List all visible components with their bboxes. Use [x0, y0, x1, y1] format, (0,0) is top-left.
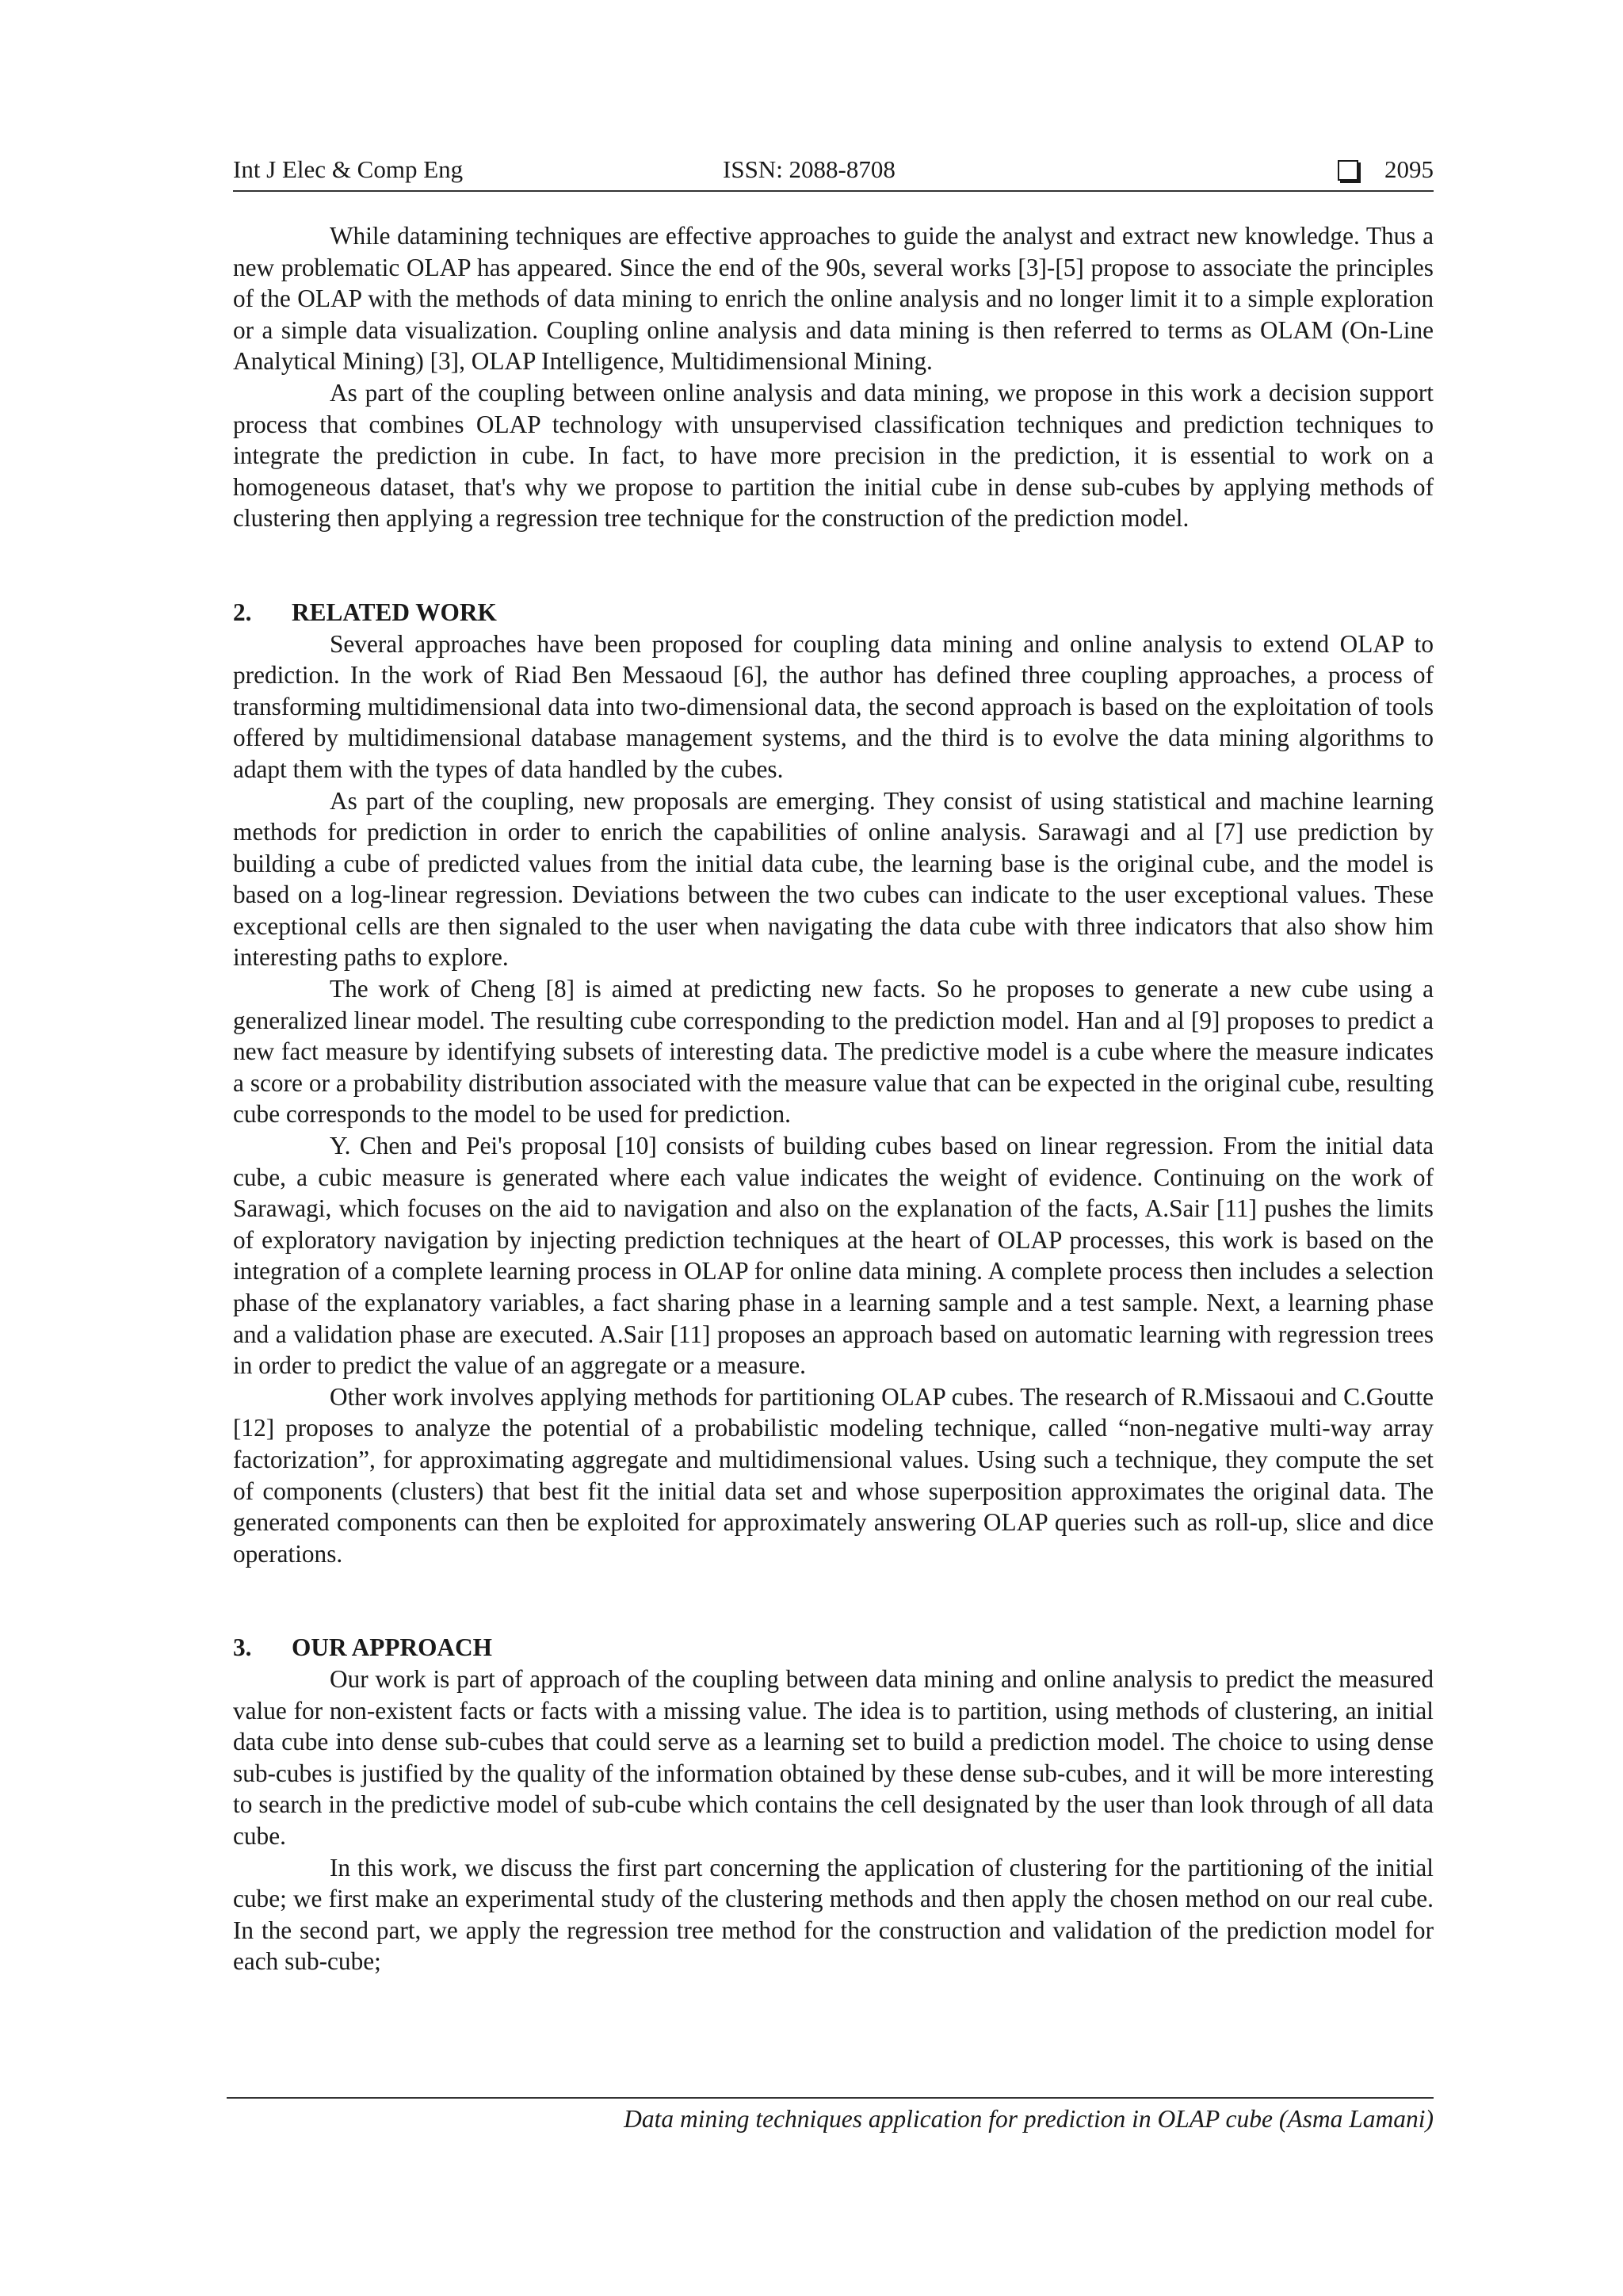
journal-name: Int J Elec & Comp Eng	[233, 155, 464, 183]
issn-label: ISSN: 2088-8708	[723, 155, 896, 183]
page-number: 2095	[1384, 155, 1434, 183]
section-title: RELATED WORK	[292, 598, 497, 626]
section-number: 2.	[233, 598, 252, 626]
our-approach-paragraph-1: Our work is part of approach of the coupling between data mining and online analysis to predict the measured value for non-existent facts or facts with a missing value. The idea is to partition, using methods of clustering, an initial data cube into dense sub-cubes that could serve as a learning set to build a prediction model. The choice to using dense sub-cubes is justified by the quality of the information obtained by these dense sub-cubes, and it will be more interesting to search in the predictive model of sub-cube which contains the cell designated by the user than look through of all data cube.	[233, 1664, 1434, 1850]
section-heading-related-work	[233, 597, 1434, 628]
intro-paragraph-2: As part of the coupling between online analysis and data mining, we propose in this work a decision support process that combines OLAP technology with unsupervised classification techniques and prediction techniques to integrate the prediction in cube. In fact, to have more precision in the prediction, it is essential to work on a homogeneous dataset, that's why we propose to partition the initial cube in dense sub-cubes by applying methods of clustering then applying a regression tree technique for the construction of the prediction model.	[233, 378, 1434, 533]
footer-rule	[227, 2097, 1434, 2099]
section-heading-our-approach	[233, 1632, 1434, 1664]
related-work-paragraph-4: Y. Chen and Pei's proposal [10] consists of building cubes based on linear regression. From the initial data cube, a cubic measure is generated where each value indicates the weight of evidence. Continuing on the work of Sarawagi, which focuses on the aid to navigation and also on the explanation of the facts, A.Sair [11] pushes the limits of exploratory navigation by injecting prediction techniques at the heart of OLAP processes, this work is based on the integration of a complete learning process in OLAP for online data mining. A complete process then includes a selection phase of the explanatory variables, a fact sharing phase in a learning sample and a test sample. Next, a learning phase and a validation phase are executed. A.Sair [11] proposes an approach based on automatic learning with regression trees in order to predict the value of an aggregate or a measure.	[233, 1132, 1434, 1380]
running-footer: Data mining techniques application for prediction in OLAP cube (Asma Lamani)	[624, 2105, 1434, 2133]
page-header	[233, 152, 1434, 192]
related-work-paragraph-1: Several approaches have been proposed for coupling data mining and online analysis to extend OLAP to prediction. In the work of Riad Ben Messaoud [6], the author has defined three coupling approaches, a process of transforming multidimensional data into two-dimensional data, the second approach is based on the exploitation of tools offered by multidimensional database management systems, and the third is to evolve the data mining algorithms to adapt them with the types of data handled by the cubes.	[233, 629, 1434, 783]
section-number: 3.	[233, 1633, 252, 1662]
intro-paragraph-1: While datamining techniques are effective approaches to guide the analyst and extract new knowledge. Thus a new problematic OLAP has appeared. Since the end of the 90s, several works [3]-[5] propose to associate the principles of the OLAP with the methods of data mining to enrich the online analysis and no longer limit it to a simple exploration or a simple data visualization. Coupling online analysis and data mining is then referred to terms as OLAM (On-Line Analytical Mining) [3], OLAP Intelligence, Multidimensional Mining.	[233, 222, 1434, 376]
section-title: OUR APPROACH	[292, 1633, 492, 1662]
section-spacer	[233, 1569, 1434, 1632]
related-work-paragraph-2: As part of the coupling, new proposals are emerging. They consist of using statistical and machine learning methods for prediction in order to enrich the capabilities of online analysis. Sarawagi and al [7] use prediction by building a cube of predicted values from the initial data cube, the learning base is the original cube, and the model is based on a log-linear regression. Deviations between the two cubes can indicate to the user exceptional values. These exceptional cells are then signaled to the user when navigating the data cube with three indicators that also show him interesting paths to explore.	[233, 786, 1434, 972]
related-work-paragraph-5: Other work involves applying methods for partitioning OLAP cubes. The research of R.Missaoui and C.Goutte [12] proposes to analyze the potential of a probabilistic modeling technique, called “non-negative multi-way array factorization”, for approximating aggregate and multidimensional values. Using such a technique, they compute the set of components (clusters) that best fit the initial data set and whose superposition approximates the original data. The generated components can then be exploited for approximately answering OLAP queries such as roll-up, slice and dice operations.	[233, 1382, 1434, 1568]
hollow-square-icon	[1338, 160, 1358, 181]
article-body	[233, 220, 1434, 1977]
section-spacer	[233, 534, 1434, 597]
our-approach-paragraph-2: In this work, we discuss the first part concerning the application of clustering for the partitioning of the initial cube; we first make an experimental study of the clustering methods and then apply the chosen method on our real cube. In the second part, we apply the regression tree method for the construction and validation of the prediction model for each sub-cube;	[233, 1853, 1434, 1976]
related-work-paragraph-3: The work of Cheng [8] is aimed at predicting new facts. So he proposes to generate a new cube using a generalized linear model. The resulting cube corresponding to the prediction model. Han and al [9] proposes to predict a new fact measure by identifying subsets of interesting data. The predictive model is a cube where the measure indicates a score or a probability distribution associated with the measure value that can be expected in the original cube, resulting cube corresponds to the model to be used for prediction.	[233, 975, 1434, 1129]
